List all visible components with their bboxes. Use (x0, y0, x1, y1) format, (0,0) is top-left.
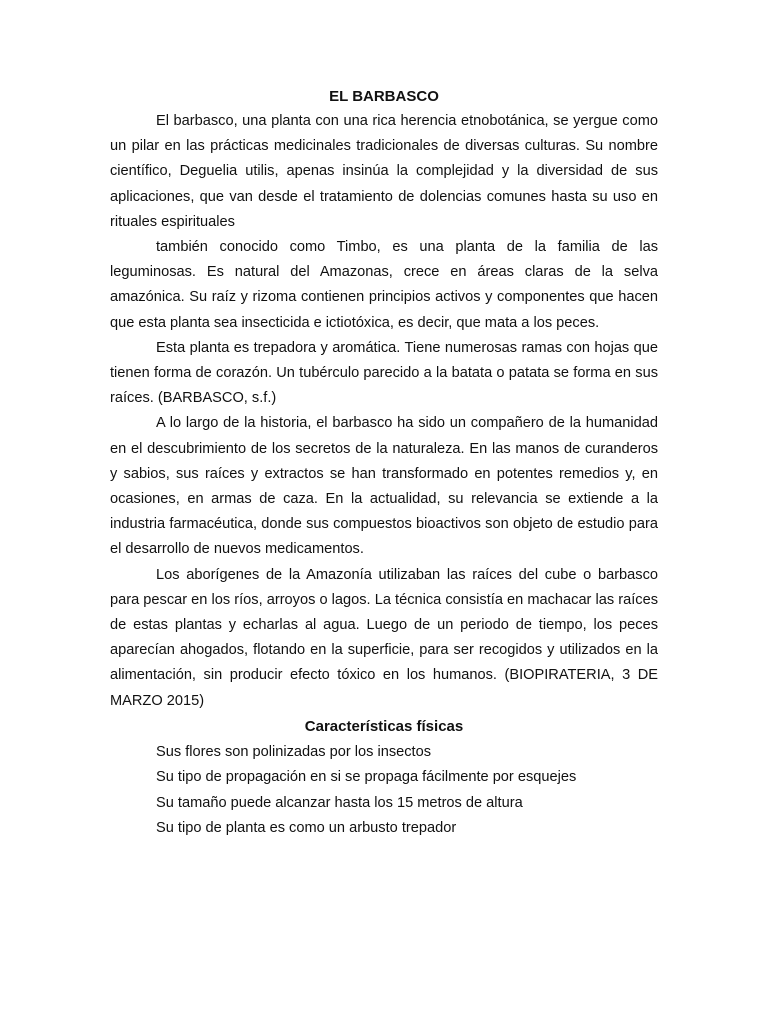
document-title: EL BARBASCO (329, 88, 439, 105)
paragraph-description: Esta planta es trepadora y aromática. Tiene numerosas ramas con hojas que tienen forma de corazón. Un tubérculo parecido a la batata o patata se forma en sus raíces. (BARBASCO, s.f.) (110, 339, 658, 407)
feature-item: Su tipo de planta es como un arbusto trepador (156, 820, 457, 837)
feature-item: Su tipo de propagación en si se propaga fácilmente por esquejes (156, 769, 577, 786)
paragraph-fishing: Los aborígenes de la Amazonía utilizaban las raíces del cube o barbasco para pescar en los ríos, arroyos o lagos. La técnica consistía en machacar las raíces de estas plantas y echarlas al agua. Luego de un periodo de tiempo, los peces aparecían ahogados, flotando en la superficie, para ser recogidos y utilizados en la alimentación, sin producir efecto tóxico en los humanos. (BIOPIRATERIA, 3 DE MARZO 2015) (110, 566, 658, 709)
paragraph-timbo: también conocido como Timbo, es una planta de la familia de las leguminosas. Es natural del Amazonas, crece en áreas claras de la selva amazónica. Su raíz y rizoma contienen principios activos y componentes que hacen que esta planta sea insecticida e ictiotóxica, es decir, que mata a los peces. (110, 239, 658, 331)
feature-item: Sus flores son polinizadas por los insectos (156, 743, 431, 760)
section-heading-characteristics: Características físicas (304, 717, 464, 735)
paragraph-history: A lo largo de la historia, el barbasco ha sido un compañero de la humanidad en el descubrimiento de los secretos de la naturaleza. En las manos de curanderos y sabios, sus raíces y extractos se han transformado en potentes remedios y, en ocasiones, en armas de caza. En la actualidad, su relevancia se extiende a la industria farmacéutica, donde sus compuestos bioactivos son objeto de estudio para el desarrollo de nuevos medicamentos. (110, 415, 658, 558)
paragraph-intro: El barbasco, una planta con una rica herencia etnobotánica, se yergue como un pilar en las prácticas medicinales tradicionales de diversas culturas. Su nombre científico, Deguelia utilis, apenas insinúa la complejidad y la diversidad de sus aplicaciones, que van desde el tratamiento de dolencias comunes hasta su uso en rituales espirituales (110, 113, 658, 230)
feature-item: Su tamaño puede alcanzar hasta los 15 metros de altura (156, 794, 523, 811)
document-page (110, 84, 658, 842)
